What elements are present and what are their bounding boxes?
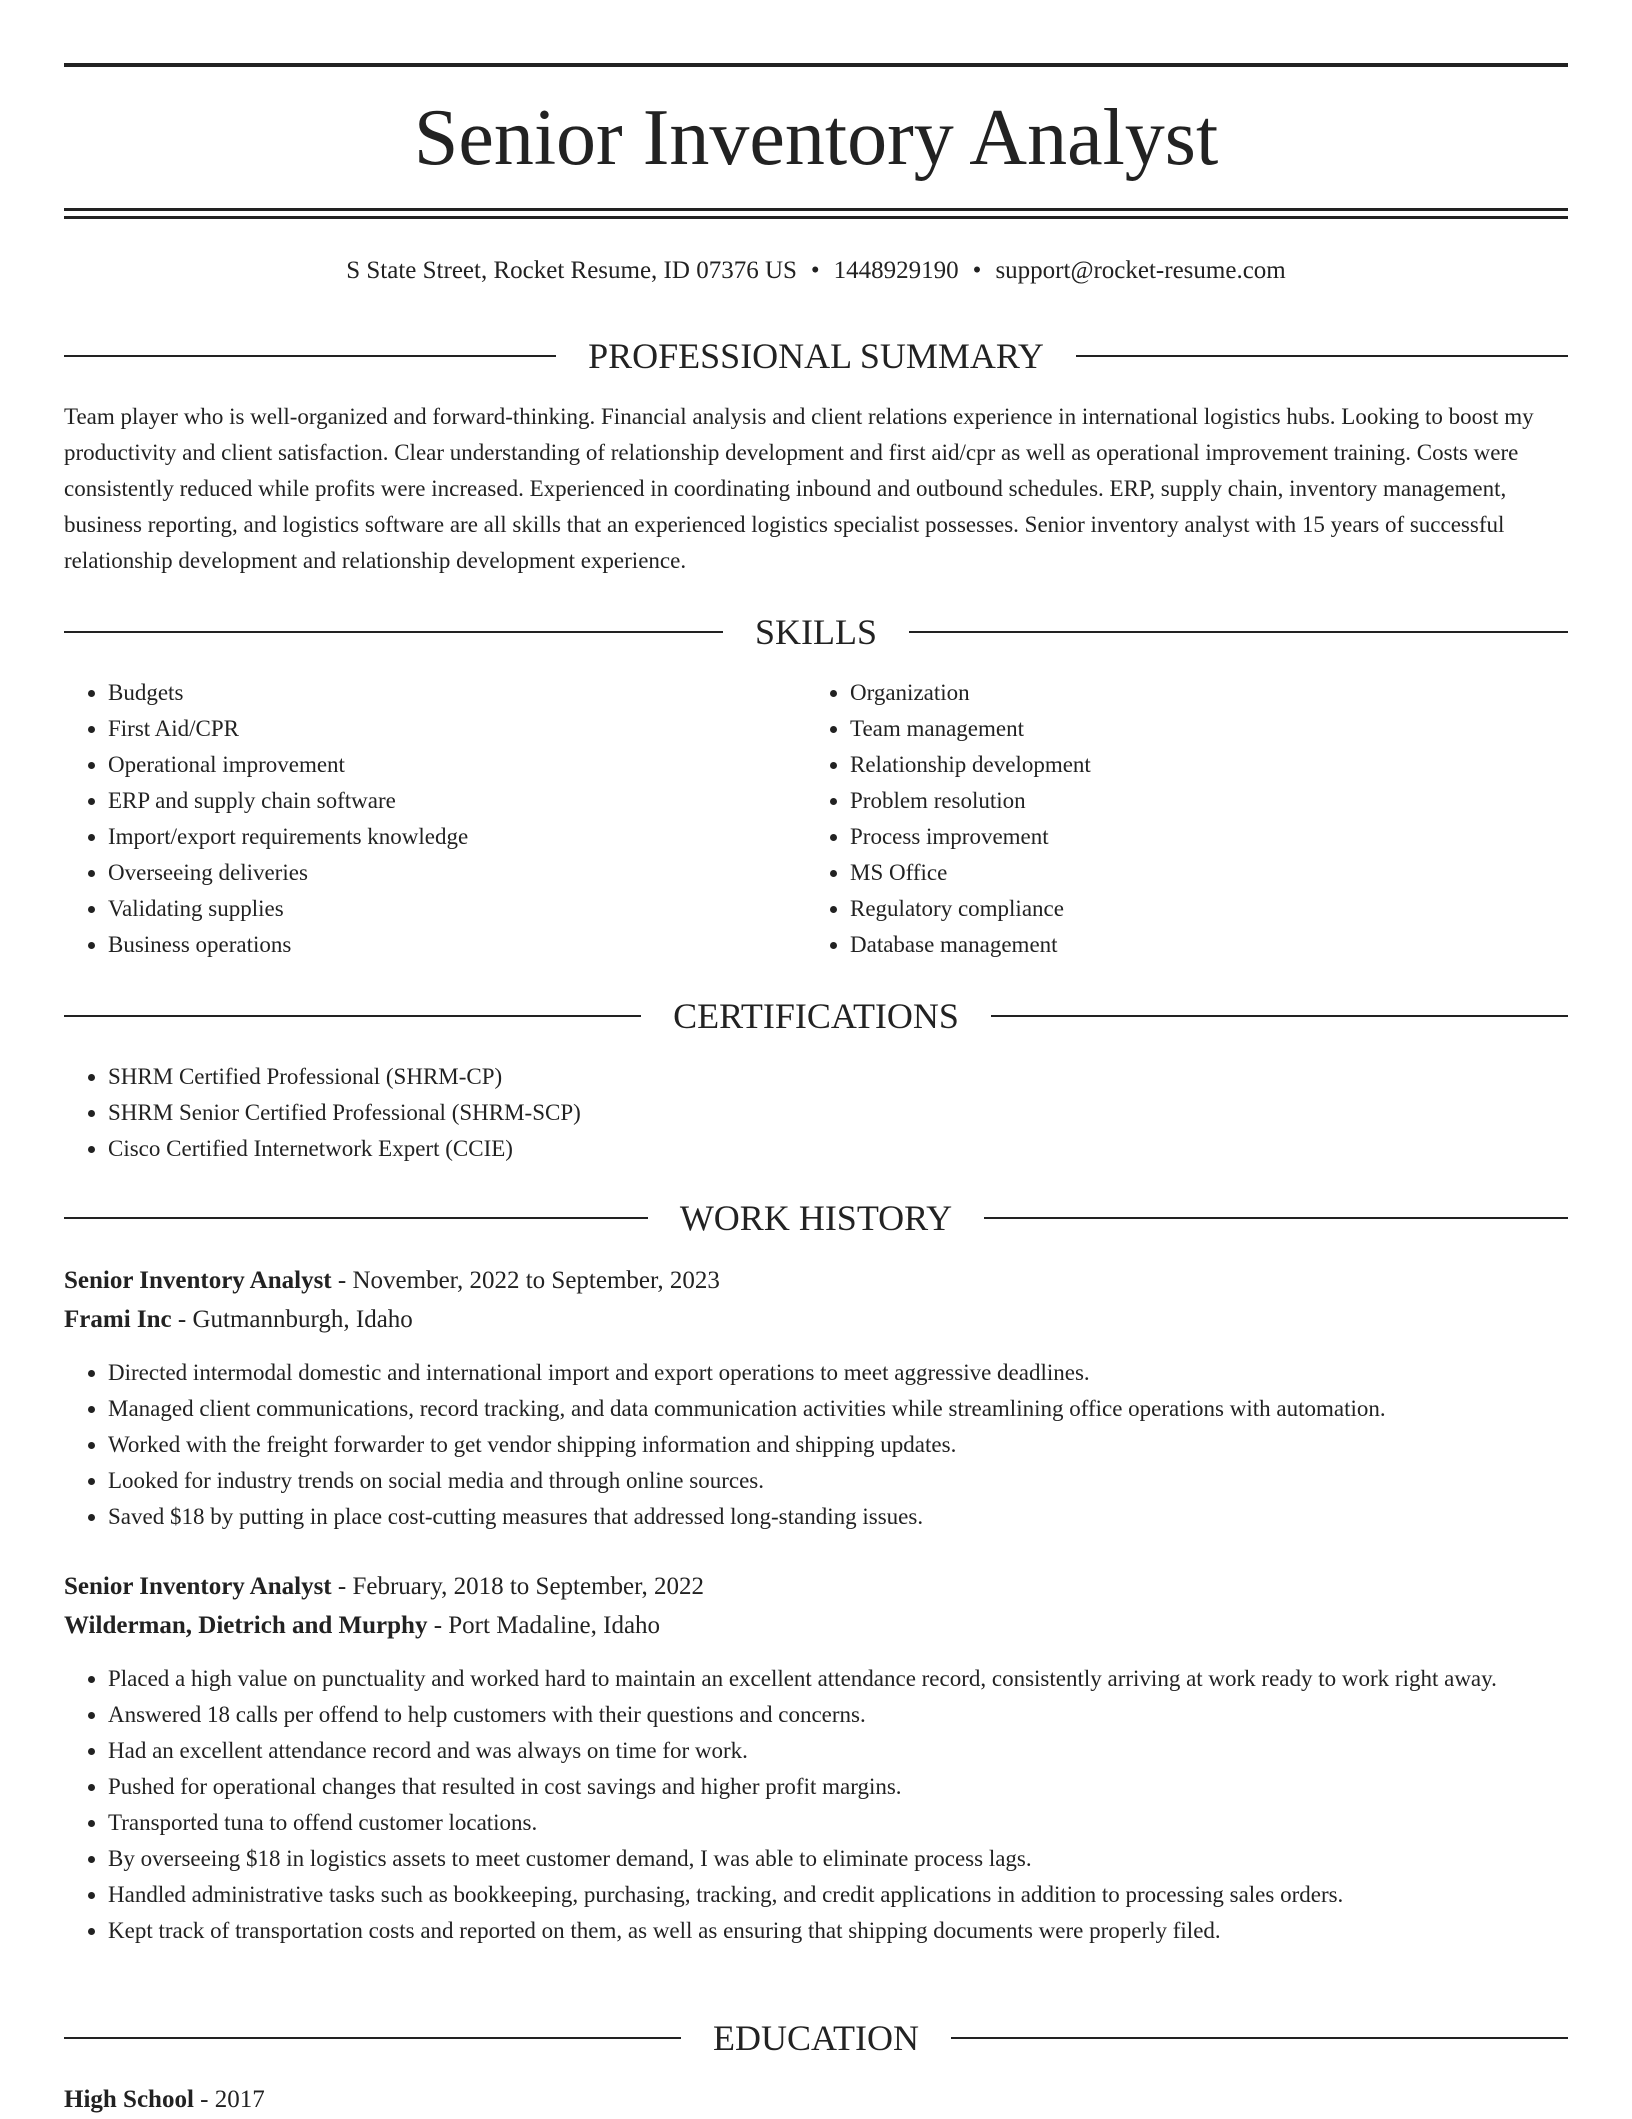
top-rule bbox=[64, 63, 1568, 67]
education-degree: High School bbox=[64, 2086, 194, 2113]
job-bullet: • Handled administrative tasks such as bookkeeping, purchasing, tracking, and credit applications in addition to processing sales orders. bbox=[108, 1877, 1608, 1913]
contact-address: S State Street, Rocket Resume, ID 07376 US bbox=[346, 257, 797, 284]
education-line bbox=[64, 2081, 1568, 2119]
contact-separator: • bbox=[972, 257, 982, 284]
divider-line bbox=[64, 1217, 648, 1219]
skills-heading: SKILLS bbox=[755, 612, 878, 652]
certifications-list bbox=[64, 1059, 1568, 1167]
divider-line bbox=[1076, 355, 1568, 357]
skill-item: • Import/export requirements knowledge bbox=[108, 819, 808, 855]
title-double-rule-bottom bbox=[64, 216, 1568, 219]
summary-section-heading bbox=[64, 334, 1568, 378]
job-title-line bbox=[64, 1568, 1568, 1606]
job-bullet: • Pushed for operational changes that resulted in cost savings and higher profit margins. bbox=[108, 1769, 1608, 1805]
job-location: Port Madaline, Idaho bbox=[448, 1612, 661, 1639]
skill-item: • Operational improvement bbox=[108, 747, 808, 783]
job-bullet: • Answered 18 calls per offend to help customers with their questions and concerns. bbox=[108, 1697, 1608, 1733]
job-title: Senior Inventory Analyst bbox=[64, 1267, 332, 1294]
divider-line bbox=[909, 631, 1568, 633]
divider-line bbox=[64, 355, 556, 357]
skill-item: • Team management bbox=[850, 711, 1550, 747]
contact-email[interactable]: support@rocket-resume.com bbox=[995, 257, 1286, 284]
dash: - bbox=[427, 1612, 449, 1639]
skill-item: • Organization bbox=[850, 675, 1550, 711]
certifications-heading: CERTIFICATIONS bbox=[673, 996, 959, 1036]
skill-item: • Budgets bbox=[108, 675, 808, 711]
dash: - bbox=[193, 2086, 215, 2113]
education-heading: EDUCATION bbox=[713, 2018, 919, 2058]
skill-item: • Relationship development bbox=[850, 747, 1550, 783]
certification-item: • SHRM Senior Certified Professional (SHRM-SCP) bbox=[108, 1095, 1568, 1131]
job-company: Wilderman, Dietrich and Murphy bbox=[64, 1612, 428, 1639]
job-bullet: • Managed client communications, record tracking, and data communication activities while streamlining office operations with automation. bbox=[108, 1391, 1568, 1427]
divider-line bbox=[64, 631, 723, 633]
dash: - bbox=[171, 1306, 193, 1333]
job-bullet: • Placed a high value on punctuality and worked hard to maintain an excellent attendance record, consistently arriving at work ready to work right away. bbox=[108, 1661, 1608, 1697]
contact-phone: 1448929190 bbox=[833, 257, 959, 284]
skill-item: • Regulatory compliance bbox=[850, 891, 1550, 927]
skill-item: • Database management bbox=[850, 927, 1550, 963]
job-bullets bbox=[64, 1661, 1608, 1949]
skill-item: • Business operations bbox=[108, 927, 808, 963]
certification-item: • SHRM Certified Professional (SHRM-CP) bbox=[108, 1059, 1568, 1095]
skills-list-left bbox=[64, 675, 808, 963]
job-bullet: • Directed intermodal domestic and international import and export operations to meet aggressive deadlines. bbox=[108, 1355, 1568, 1391]
job-bullet: • Worked with the freight forwarder to get vendor shipping information and shipping updates. bbox=[108, 1427, 1568, 1463]
divider-line bbox=[984, 1217, 1568, 1219]
job-bullet: • Transported tuna to offend customer locations. bbox=[108, 1805, 1608, 1841]
divider-line bbox=[64, 1015, 641, 1017]
page-title: Senior Inventory Analyst bbox=[413, 94, 1219, 182]
job-title: Senior Inventory Analyst bbox=[64, 1573, 332, 1600]
job-company: Frami Inc bbox=[64, 1306, 172, 1333]
divider-line bbox=[951, 2037, 1568, 2039]
skill-item: • ERP and supply chain software bbox=[108, 783, 808, 819]
education-section-heading bbox=[64, 2016, 1568, 2060]
job-dates: November, 2022 to September, 2023 bbox=[352, 1267, 720, 1294]
skill-item: • Overseeing deliveries bbox=[108, 855, 808, 891]
title-double-rule-top bbox=[64, 208, 1568, 211]
summary-heading: PROFESSIONAL SUMMARY bbox=[588, 336, 1044, 376]
skills-list-right bbox=[806, 675, 1550, 963]
contact-separator: • bbox=[810, 257, 820, 284]
skills-section-heading bbox=[64, 610, 1568, 654]
dash: - bbox=[331, 1573, 353, 1600]
divider-line bbox=[991, 1015, 1568, 1017]
work-section-heading bbox=[64, 1196, 1568, 1240]
work-heading: WORK HISTORY bbox=[679, 1198, 953, 1238]
job-company-line bbox=[64, 1607, 1568, 1645]
job-bullet: • Had an excellent attendance record and was always on time for work. bbox=[108, 1733, 1608, 1769]
certification-item: • Cisco Certified Internetwork Expert (CCIE) bbox=[108, 1131, 1568, 1167]
job-bullet: • By overseeing $18 in logistics assets to meet customer demand, I was able to eliminate process lags. bbox=[108, 1841, 1608, 1877]
job-title-line bbox=[64, 1262, 1568, 1300]
skill-item: • Process improvement bbox=[850, 819, 1550, 855]
job-bullet: • Looked for industry trends on social media and through online sources. bbox=[108, 1463, 1568, 1499]
contact-line bbox=[0, 253, 1632, 289]
skill-item: • Problem resolution bbox=[850, 783, 1550, 819]
job-bullets bbox=[64, 1355, 1568, 1535]
job-bullet: • Kept track of transportation costs and reported on them, as well as ensuring that shipping documents were properly filed. bbox=[108, 1913, 1608, 1949]
dash: - bbox=[331, 1267, 353, 1294]
job-dates: February, 2018 to September, 2022 bbox=[352, 1573, 704, 1600]
certifications-section-heading bbox=[64, 994, 1568, 1038]
skill-item: • MS Office bbox=[850, 855, 1550, 891]
skill-item: • Validating supplies bbox=[108, 891, 808, 927]
job-company-line bbox=[64, 1301, 1568, 1339]
skill-item: • First Aid/CPR bbox=[108, 711, 808, 747]
job-bullet: • Saved $18 by putting in place cost-cutting measures that addressed long-standing issues. bbox=[108, 1499, 1568, 1535]
divider-line bbox=[64, 2037, 681, 2039]
job-location: Gutmannburgh, Idaho bbox=[192, 1306, 413, 1333]
education-year: 2017 bbox=[214, 2086, 265, 2113]
summary-text: Team player who is well-organized and forward-thinking. Financial analysis and client relations experience in international logistics hubs. Looking to boost my productivity and client satisfaction. Clear understanding of relationship development and first aid/cpr as well as operational improvement training. Costs were consistently reduced while profits were increased. Experienced in coordinating inbound and outbound schedules. ERP, supply chain, inventory management, business reporting, and logistics software are all skills that an experienced logistics specialist possesses. Senior inventory analyst with 15 years of successful relationship development and relationship development experience. bbox=[64, 404, 1534, 573]
